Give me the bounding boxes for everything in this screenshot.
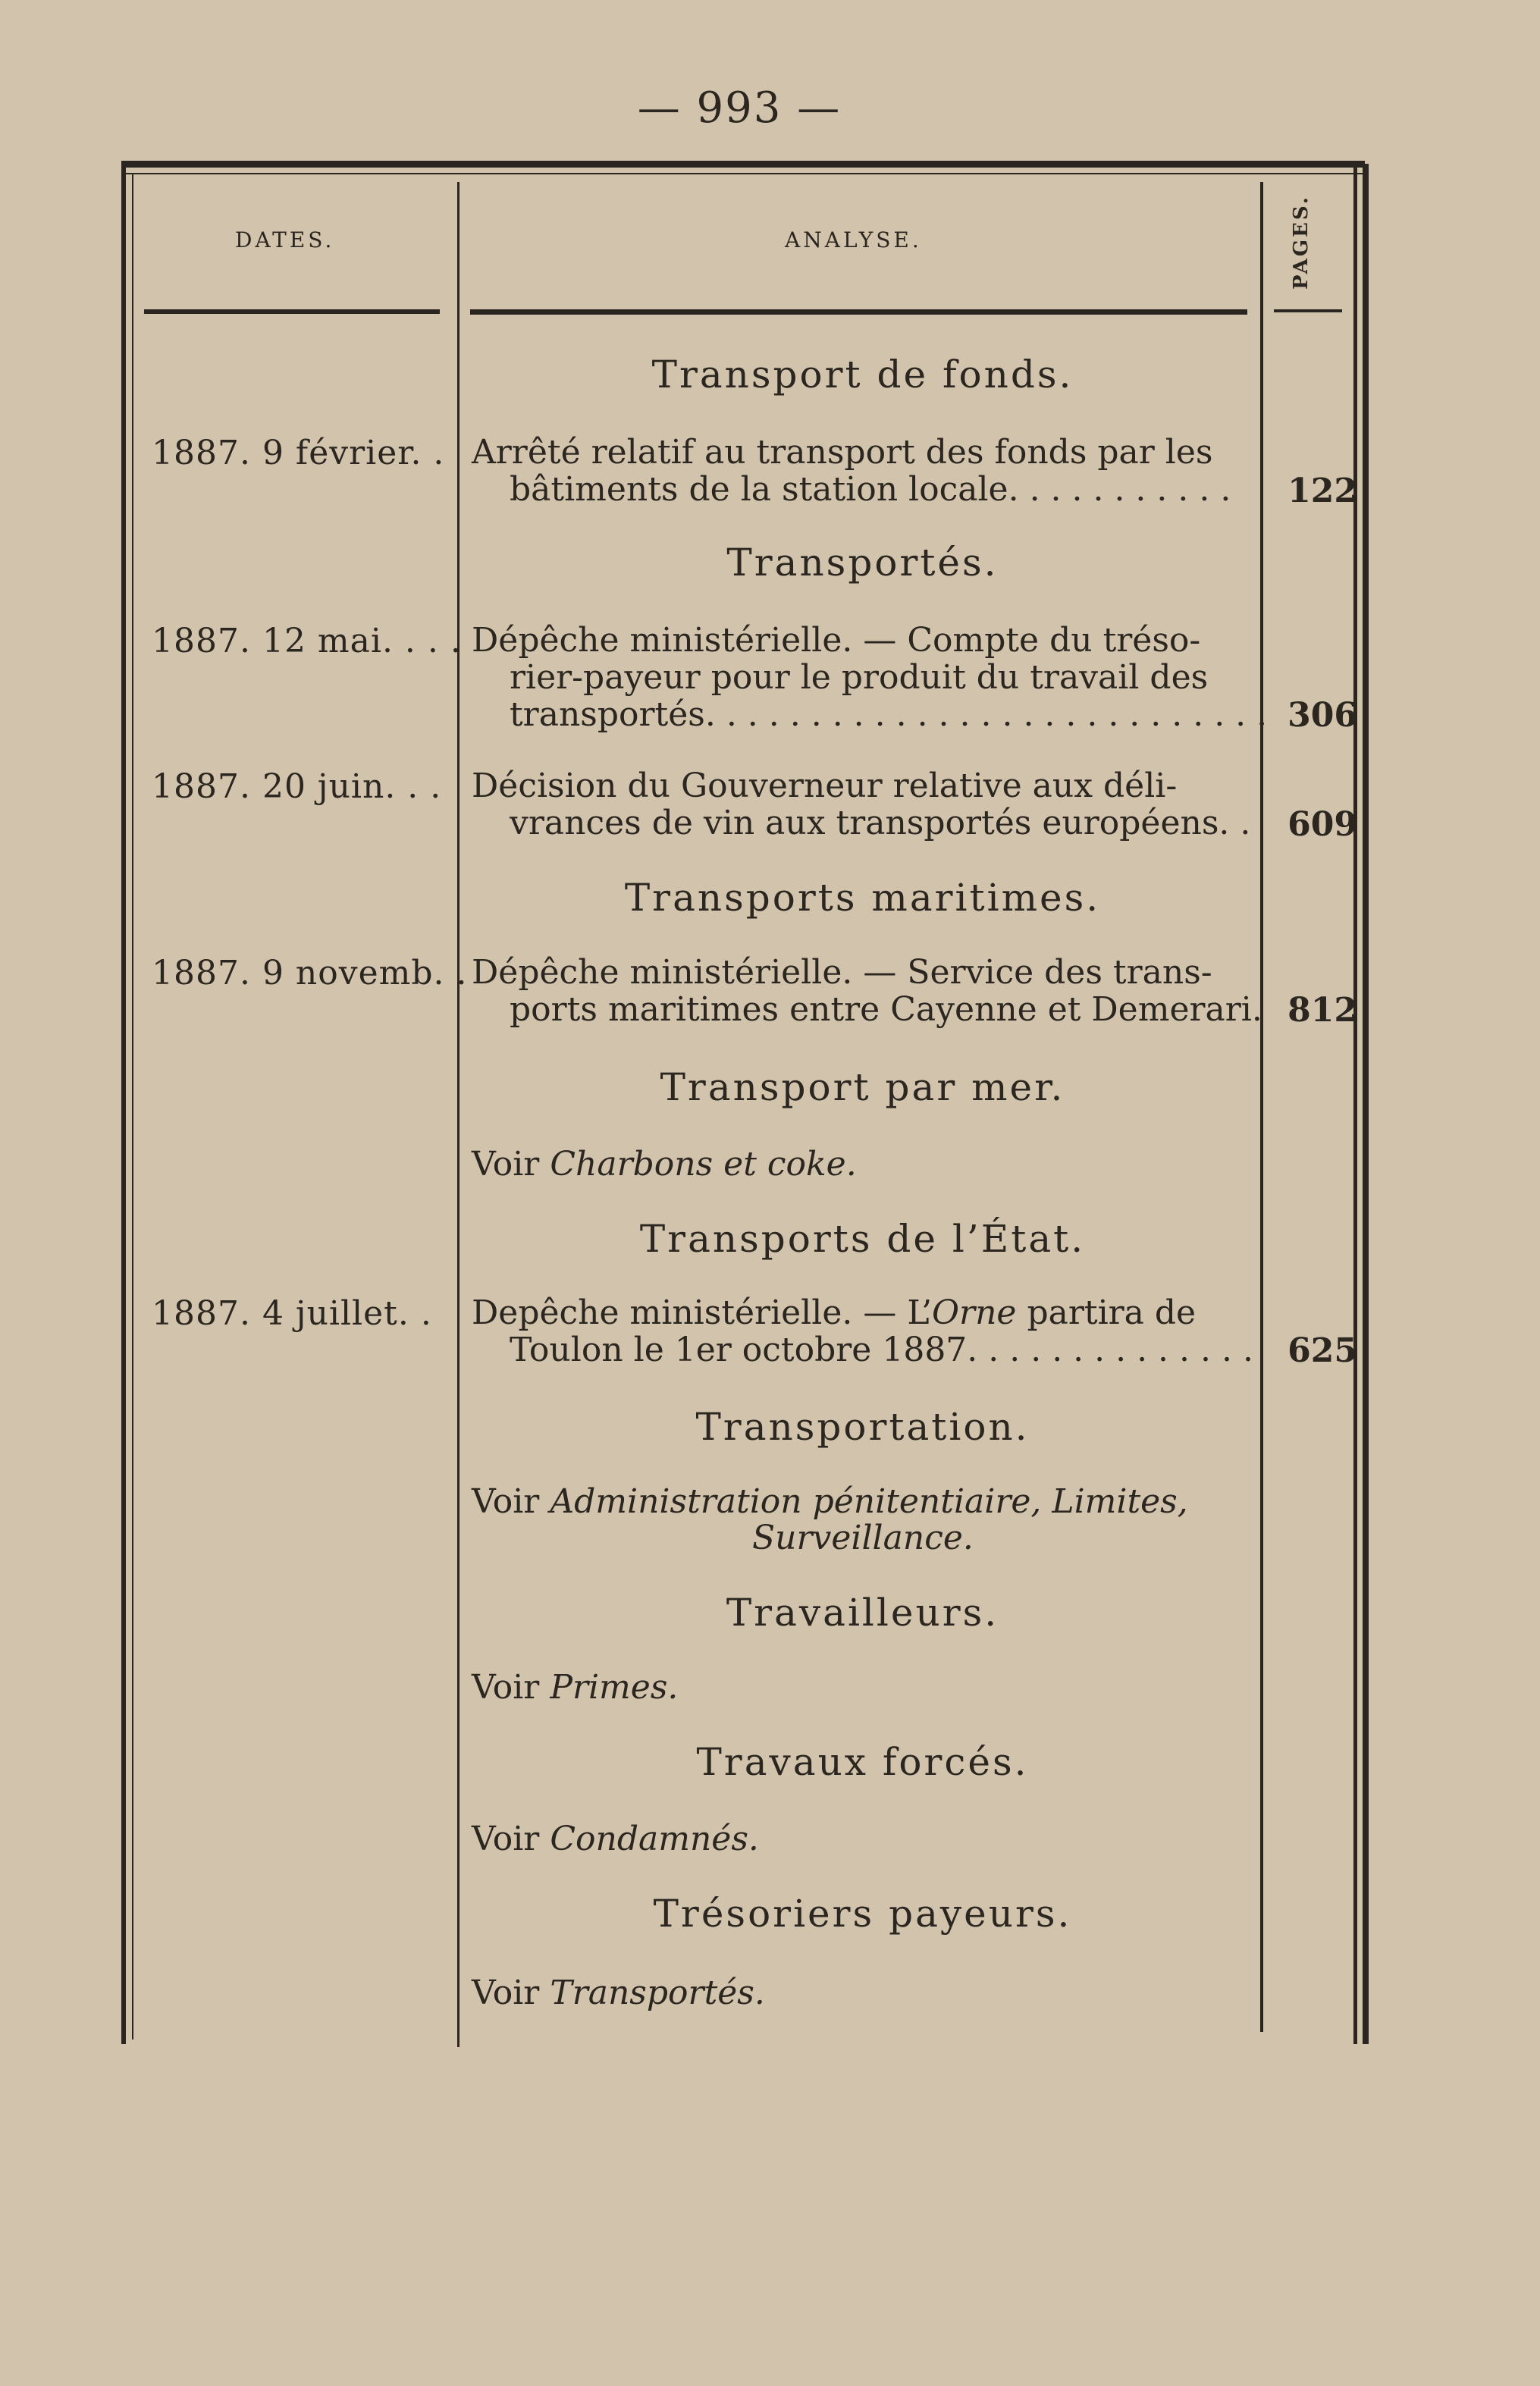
entry-page: 609: [1288, 805, 1357, 844]
section-heading: Travaux forcés.: [696, 1740, 1029, 1784]
voir-target: Condamnés.: [550, 1820, 759, 1858]
entry-analysis: [472, 1294, 1253, 1369]
header-underline-dates: [144, 309, 440, 314]
analysis-line: Décision du Gouverneur relative aux déli-: [472, 767, 1178, 805]
section-heading: Transports de l’État.: [639, 1217, 1086, 1261]
analysis-line: Dépêche ministérielle. — Compte du tréso-: [472, 621, 1201, 660]
entry-analysis: [472, 434, 1253, 508]
header-underline-pages: [1274, 309, 1342, 312]
left-border-inner: [132, 174, 133, 2040]
section-heading: Transport par mer.: [660, 1065, 1065, 1109]
column-header-analyse: ANALYSE.: [785, 227, 922, 252]
top-rule-thin: [121, 173, 1365, 174]
entry-analysis: [472, 767, 1253, 842]
entry-date: 1887. 12 mai. . . .: [152, 622, 462, 660]
ship-name: Orne: [931, 1293, 1017, 1332]
voir-target: Primes.: [550, 1668, 679, 1707]
entry-date: 1887. 9 novemb. .: [152, 954, 468, 992]
analysis-line: vrances de vin aux transportés européens. .: [510, 804, 1251, 842]
analysis-line: Toulon le 1er octobre 1887. . . . . . . . . . . . . .: [510, 1331, 1253, 1369]
cross-reference: [472, 1484, 1188, 1557]
section-heading: Travailleurs.: [726, 1591, 999, 1635]
section-heading: Transport de fonds.: [651, 353, 1074, 397]
analysis-line: Dépêche ministérielle. — Service des trans-: [472, 953, 1212, 992]
entry-page: 306: [1288, 696, 1357, 735]
analysis-line-end: partira de: [1016, 1293, 1197, 1332]
cross-reference: [472, 1145, 857, 1184]
entry-date: 1887. 20 juin. . .: [152, 767, 442, 806]
column-header-dates: DATES.: [235, 227, 335, 252]
entry-analysis: [472, 953, 1262, 1029]
analysis-line-start: Depêche ministérielle. — L’: [472, 1293, 932, 1332]
voir-target: Surveillance.: [752, 1519, 974, 1557]
entry-date: 1887. 9 février. .: [152, 434, 445, 472]
analysis-line: rier-payeur pour le produit du travail des: [510, 658, 1209, 697]
section-heading: Trésoriers payeurs.: [653, 1892, 1072, 1936]
analysis-line: Arrêté relatif au transport des fonds par les: [472, 433, 1213, 472]
entry-date: 1887. 4 juillet. .: [152, 1294, 432, 1333]
voir-label: Voir: [472, 1482, 540, 1521]
analysis-line: [472, 1294, 1253, 1331]
analysis-line: transportés. . . . . . . . . . . . . . . . . . . . . . . . . . .: [510, 695, 1268, 734]
section-heading: Transports maritimes.: [624, 876, 1101, 920]
top-rule: [121, 161, 1365, 168]
entry-page: 122: [1288, 472, 1357, 510]
voir-target: Transportés.: [550, 1974, 765, 2012]
analysis-line: ports maritimes entre Cayenne et Demerari.: [510, 990, 1262, 1029]
right-border: [1353, 164, 1357, 2044]
voir-target: Administration pénitentiaire, Limites,: [550, 1482, 1188, 1521]
voir-target: Charbons et coke.: [550, 1145, 857, 1184]
entry-analysis: [472, 621, 1268, 734]
voir-label: Voir: [472, 1820, 540, 1858]
divider-dates-analyse: [457, 182, 459, 2047]
analysis-line: bâtiments de la station locale. . . . . . . . . . .: [510, 470, 1231, 509]
voir-label: Voir: [472, 1668, 540, 1707]
section-heading: Transportation.: [695, 1405, 1030, 1449]
page-number: — 993 —: [637, 83, 842, 133]
entry-page: 812: [1288, 991, 1357, 1030]
entry-page: 625: [1288, 1331, 1357, 1370]
section-heading: Transportés.: [726, 541, 999, 585]
voir-label: Voir: [472, 1974, 540, 2012]
header-underline-analyse: [470, 309, 1247, 315]
cross-reference: [472, 1820, 759, 1858]
cross-reference: [472, 1668, 678, 1707]
cross-reference: [472, 1974, 765, 2012]
right-border-outer: [1363, 164, 1369, 2044]
column-header-pages: PAGES.: [1290, 195, 1313, 290]
left-border: [121, 164, 126, 2044]
voir-label: Voir: [472, 1145, 540, 1184]
